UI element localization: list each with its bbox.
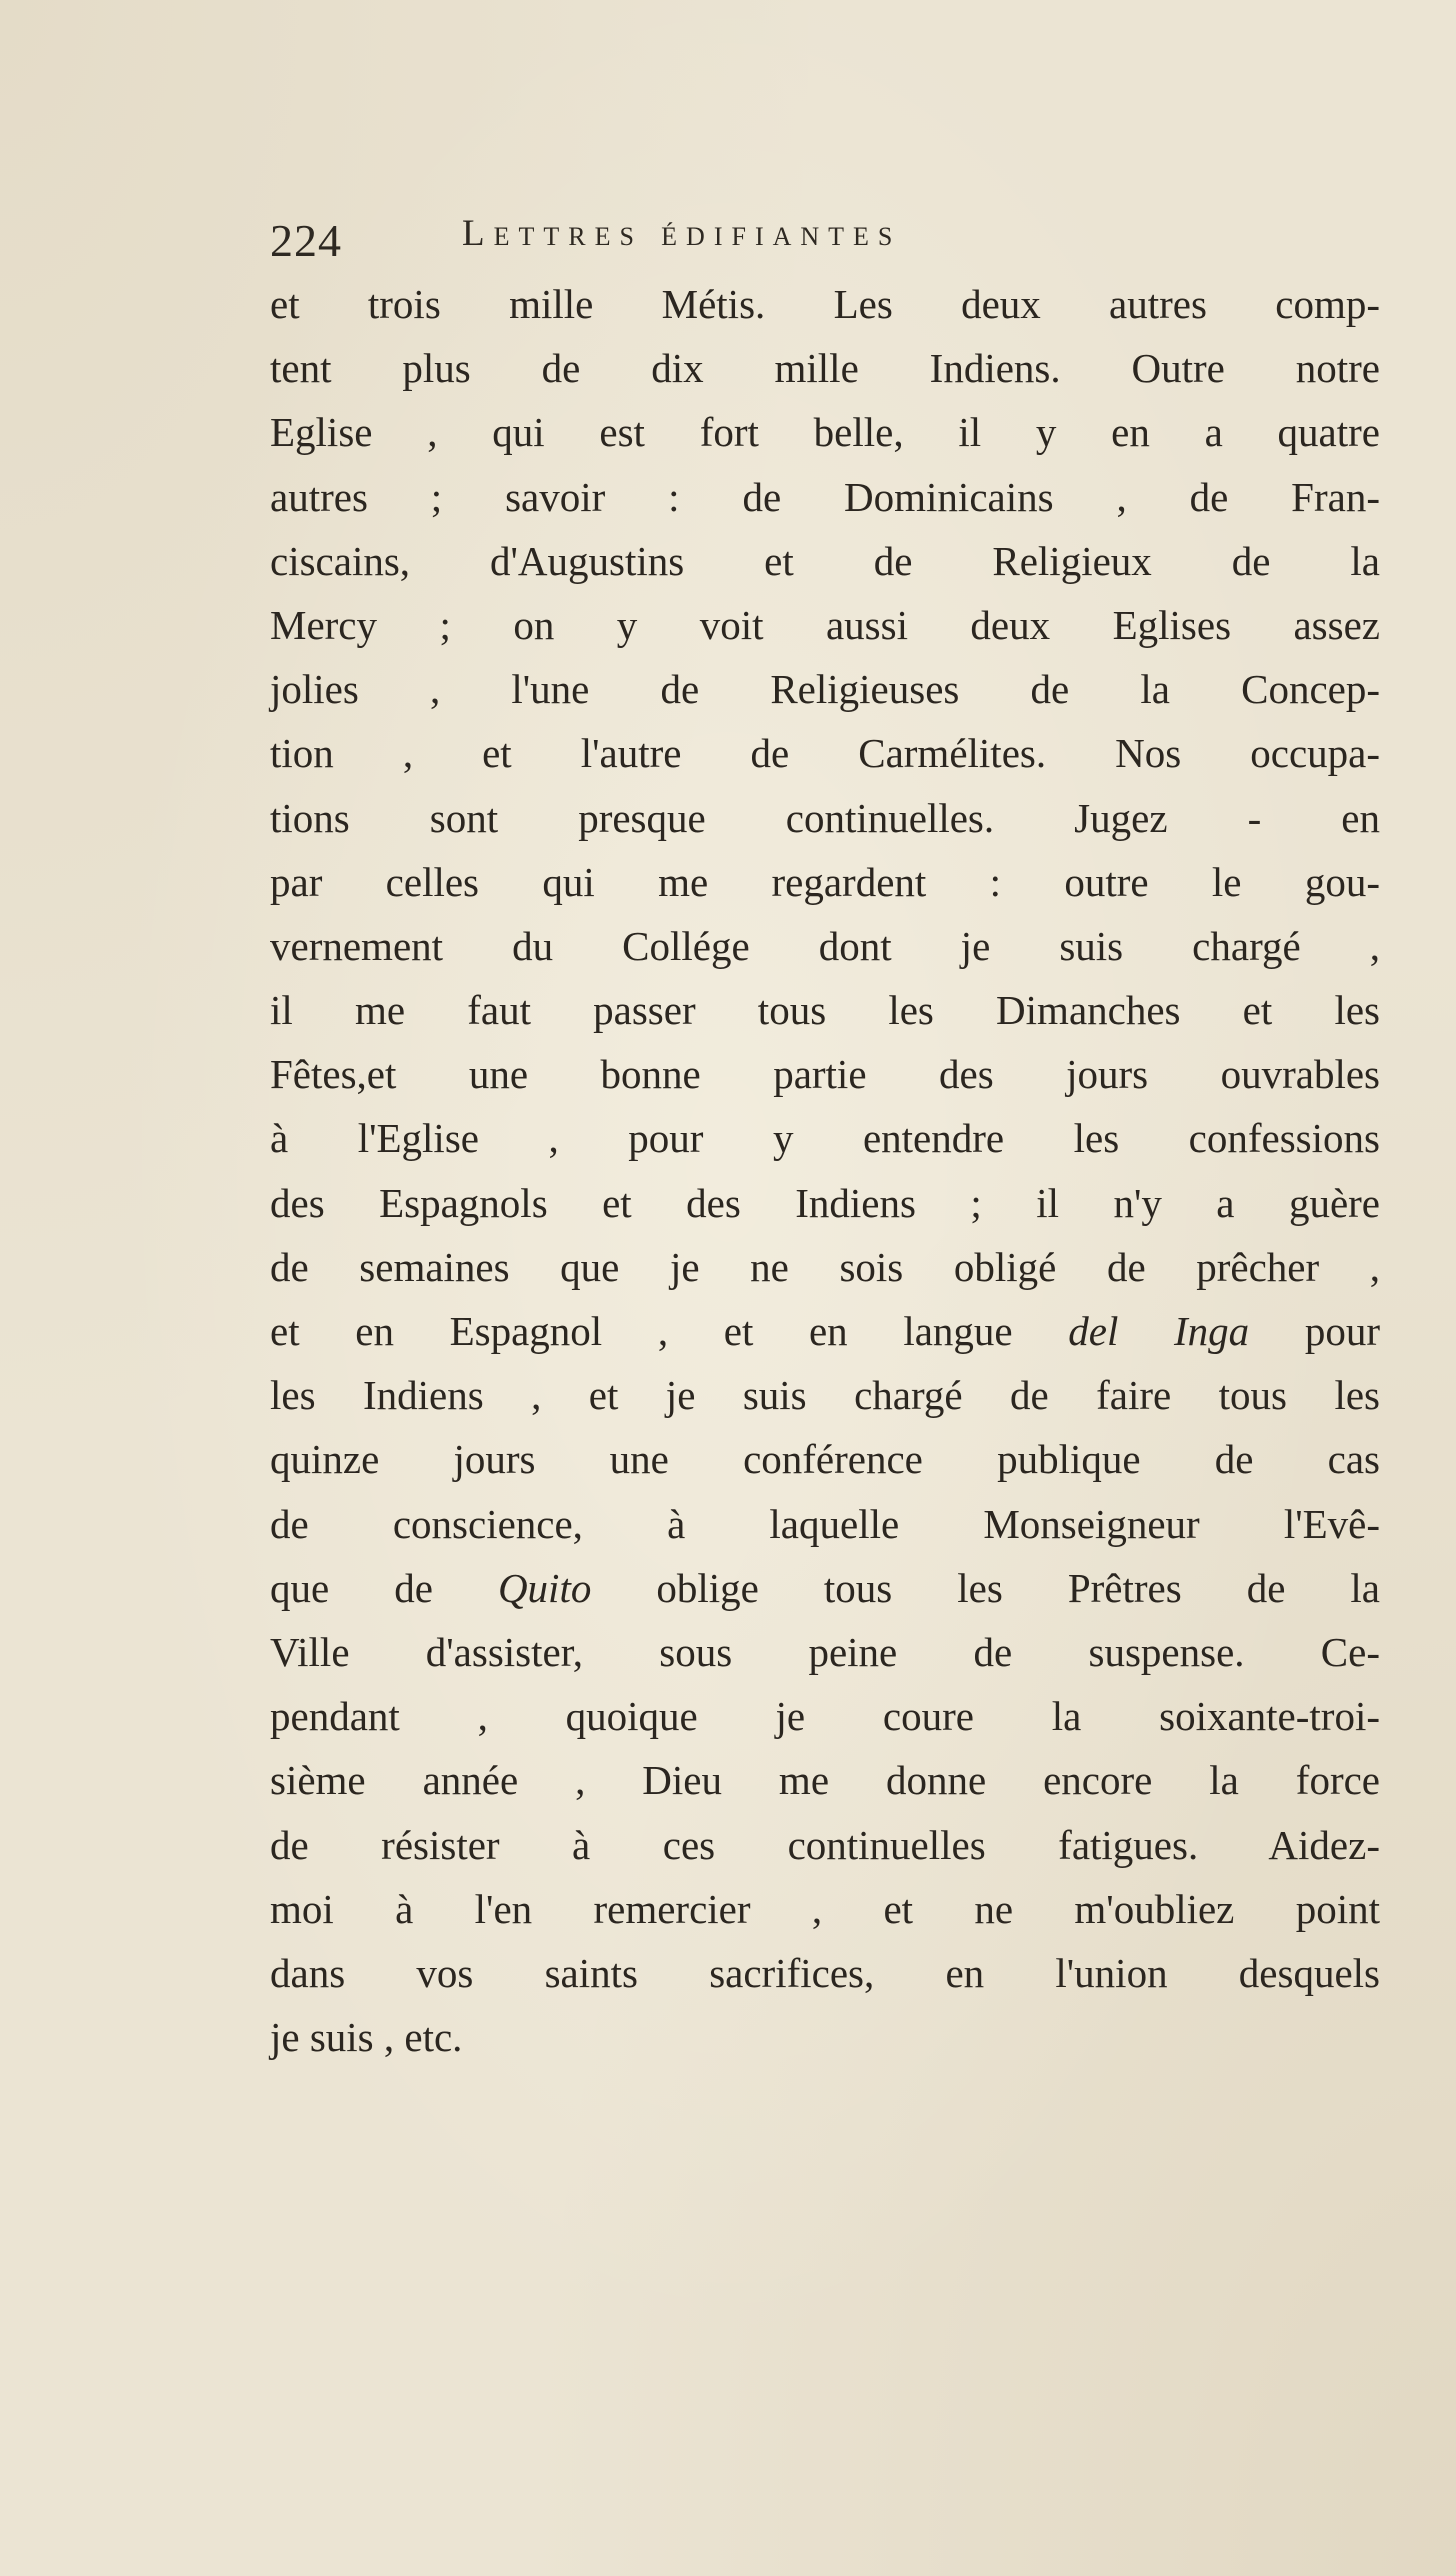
text-segment: de conscience, à laquelle Monseigneur l'Evê- — [270, 1500, 1380, 1547]
text-line — [270, 786, 1380, 850]
text-segment: je suis , etc. — [270, 2014, 463, 2061]
text-segment: Fêtes,et une bonne partie des jours ouvrables — [270, 1051, 1380, 1098]
text-segment: moi à l'en remercier , et ne m'oubliez point — [270, 1885, 1380, 1932]
text-segment: dans vos saints sacrifices, en l'union desquels — [270, 1949, 1380, 1996]
text-line — [270, 1684, 1380, 1748]
text-line — [270, 1106, 1380, 1170]
text-line — [270, 2005, 1380, 2069]
text-line — [270, 914, 1380, 978]
text-line — [270, 1299, 1380, 1363]
text-line — [270, 1235, 1380, 1299]
body-text — [270, 272, 1380, 2069]
text-segment: de semaines que je ne sois obligé de prêcher , — [270, 1243, 1380, 1290]
text-line — [270, 1427, 1380, 1491]
text-segment: que de — [270, 1564, 498, 1611]
text-line — [270, 529, 1380, 593]
text-segment: à l'Eglise , pour y entendre les confessions — [270, 1115, 1380, 1162]
italic-text: Quito — [497, 1564, 592, 1611]
text-segment: de résister à ces continuelles fatigues. Aidez- — [270, 1821, 1380, 1868]
text-line — [270, 721, 1380, 785]
text-line — [270, 1171, 1380, 1235]
text-line — [270, 657, 1380, 721]
text-segment: pendant , quoique je coure la soixante-troi- — [270, 1693, 1380, 1740]
text-segment: autres ; savoir : de Dominicains , de Fran- — [270, 473, 1380, 520]
text-segment: sième année , Dieu me donne encore la force — [270, 1757, 1380, 1804]
text-line — [270, 1813, 1380, 1877]
text-segment: Eglise , qui est fort belle, il y en a quatre — [270, 409, 1380, 456]
text-segment: tent plus de dix mille Indiens. Outre notre — [270, 345, 1380, 392]
text-line — [270, 1492, 1380, 1556]
text-line — [270, 336, 1380, 400]
text-line — [270, 1620, 1380, 1684]
text-segment: quinze jours une conférence publique de cas — [270, 1436, 1380, 1483]
page-number: 224 — [270, 215, 342, 266]
text-segment: oblige tous les Prêtres de la — [591, 1564, 1380, 1611]
text-segment: et en Espagnol , et en langue — [270, 1308, 1069, 1354]
text-line — [270, 1941, 1380, 2005]
text-segment: pour — [1249, 1308, 1380, 1354]
text-line — [270, 1042, 1380, 1106]
text-segment: ciscains, d'Augustins et de Religieux de la — [270, 537, 1380, 584]
text-segment: tion , et l'autre de Carmélites. Nos occupa- — [270, 730, 1380, 777]
text-segment: il me faut passer tous les Dimanches et les — [270, 987, 1380, 1034]
text-segment: les Indiens , et je suis chargé de faire tous les — [270, 1372, 1380, 1419]
text-segment: des Espagnols et des Indiens ; il n'y a guère — [270, 1179, 1380, 1226]
text-line — [270, 1877, 1380, 1941]
text-line — [270, 850, 1380, 914]
text-line — [270, 1363, 1380, 1427]
text-line — [270, 400, 1380, 464]
text-segment: Mercy ; on y voit aussi deux Eglises assez — [270, 601, 1380, 648]
page-header — [270, 208, 1210, 270]
text-line — [270, 1748, 1380, 1812]
text-line — [270, 593, 1380, 657]
text-line — [270, 272, 1380, 336]
text-segment: vernement du Collége dont je suis chargé , — [270, 922, 1380, 969]
text-segment: et trois mille Métis. Les deux autres comp- — [270, 281, 1380, 327]
text-line — [270, 978, 1380, 1042]
text-segment: Ville d'assister, sous peine de suspense. Ce- — [270, 1628, 1380, 1675]
text-segment: par celles qui me regardent : outre le gou- — [270, 858, 1380, 905]
italic-text: del Inga — [1068, 1308, 1250, 1354]
text-line — [270, 465, 1380, 529]
text-segment: jolies , l'une de Religieuses de la Concep- — [270, 666, 1380, 713]
text-segment: tions sont presque continuelles. Jugez - en — [270, 794, 1380, 841]
text-line — [270, 1556, 1380, 1620]
running-title: Lettres édifiantes — [462, 213, 902, 254]
